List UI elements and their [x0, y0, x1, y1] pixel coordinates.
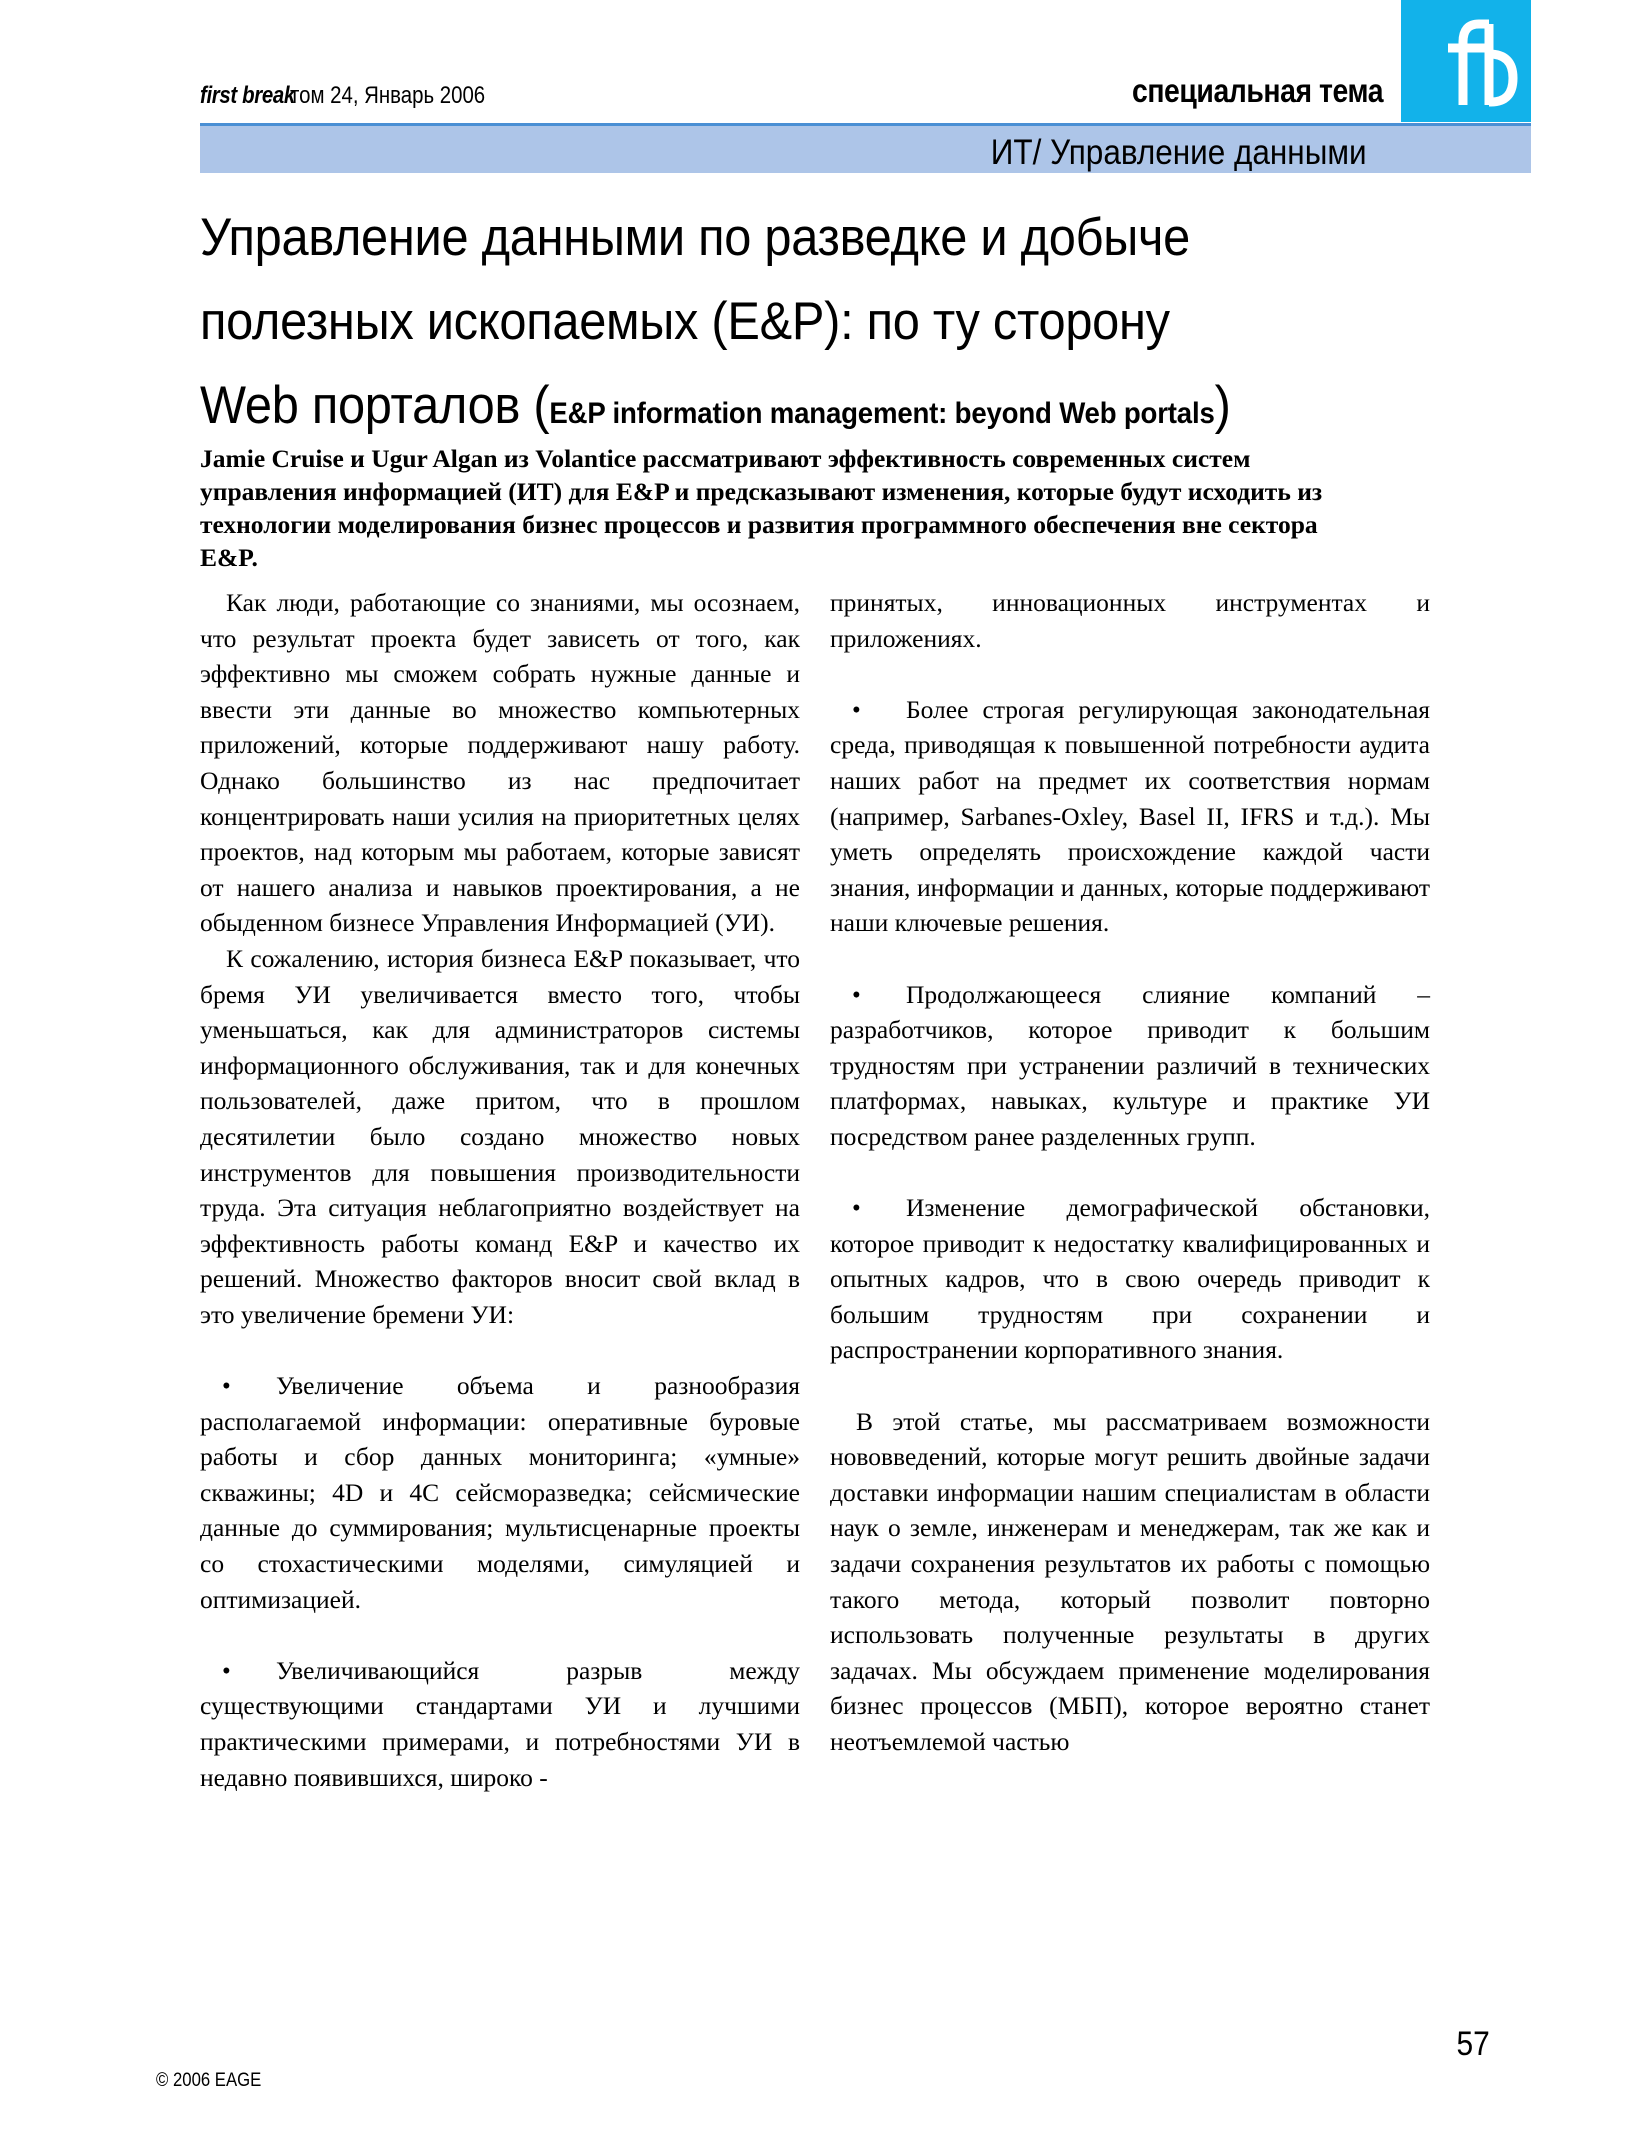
- section-label: специальная тема: [1132, 72, 1384, 109]
- bullet-marker: •: [852, 696, 861, 724]
- page-number: 57: [1456, 2025, 1490, 2063]
- paragraph: Как люди, работающие со знаниями, мы осознаем, что результат проекта будет зависеть от того, как эффективно мы сможем собрать нужные данные и ввести эти данные во множество компьютерных приложений, которые поддерживают нашу работу. Однако большинство из нас предпочитает концентрировать наши усилия на приоритетных целях проектов, над которым мы работаем, которые зависят от нашего анализа и навыков проектирования, а не обыденном бизнесе Управления Информацией (УИ).: [200, 588, 800, 938]
- paragraph: К сожалению, история бизнеса E&P показывает, что бремя УИ увеличивается вместо того, чтобы уменьшаться, как для администраторов системы информационного обслуживания, так и для конечных пользователей, даже притом, что в прошлом десятилетии было создано множество новых инструментов для повышения производительности труда. Эта ситуация неблагоприятно воздействует на эффективность работы команд E&P и качество их решений. Множество факторов вносит свой вклад в это увеличение бремени УИ:: [200, 943, 800, 1329]
- standfirst: Jamie Cruise и Ugur Algan из Volantice рассматривают эффективность современных систем управления информацией (ИТ) для E&P и предсказывают изменения, которые будут исходить из технологии моделирования бизнес процессов и развития программного обеспечения вне сектора E&P.: [200, 444, 1323, 572]
- list-item-text: Продолжающееся слияние компаний – разработчиков, которое приводит к большим трудностям при устранении различий в технических платформах, навыках, культуре и практике УИ посредством ранее разделенных групп.: [830, 979, 1430, 1151]
- section-band-label: ИТ/ Управление данными: [991, 133, 1367, 172]
- headline-line-1: Управление данными по разведке и добыче: [200, 208, 1190, 267]
- bullet-marker: •: [222, 1373, 231, 1401]
- copyright-notice: © 2006 EAGE: [156, 2070, 262, 2091]
- list-item-text: Увеличивающийся разрыв между существующими стандартами УИ и лучшими практическими примерами, и потребностями УИ в недавно появившихся, широко -: [200, 1655, 800, 1792]
- list-item: [200, 1368, 800, 1617]
- body-column-right: [830, 585, 1430, 1760]
- body-column-left: [200, 585, 800, 1795]
- list-item: [830, 692, 1430, 941]
- headline-english-subtitle: E&P information management: beyond Web portals: [549, 397, 1215, 430]
- list-item-text: Изменение демографической обстановки, которое приводит к недостатку квалифицированных и опытных кадров, что в свою очередь приводит к большим трудностям при сохранении и распространении корпоративного знания.: [830, 1193, 1430, 1365]
- paragraph: В этой статье, мы рассматриваем возможности нововведений, которые могут решить двойные задачи доставки информации нашим специалистам в области наук о земле, инженерам и менеджерам, так же как и задачи сохранения результатов их работы с помощью такого метода, который позволит повторно использовать полученные результаты в других задачах. Мы обсуждаем применение моделирования бизнес процессов (МБП), которое вероятно станет неотъемлемой частью: [830, 1406, 1430, 1756]
- article-headline: [200, 196, 1400, 456]
- list-item: [200, 1653, 800, 1795]
- first-break-logo: [1401, 0, 1531, 122]
- list-item-text: Более строгая регулирующая законодательная среда, приводящая к повышенной потребности аудита наших работ на предмет их соответствия нормам (например, Sarbanes-Oxley, Basel II, IFRS и т.д.). Мы уметь определять происхождение каждой части знания, информации и данных, которые поддерживают наши ключевые решения.: [830, 694, 1430, 938]
- headline-line-2: полезных ископаемых (E&P): по ту сторону: [200, 292, 1170, 351]
- list-item-text: Увеличение объема и разнообразия располагаемой информации: оперативные буровые работы и сбор данных мониторинга; «умные» скважины; 4D и 4C сейсморазведка; сейсмические данные до суммирования; мультисценарные проекты со стохастическими моделями, симуляцией и оптимизацией.: [200, 1371, 800, 1614]
- list-item: [830, 977, 1430, 1155]
- bullet-marker: •: [222, 1657, 231, 1685]
- publication-name: first break: [200, 82, 295, 109]
- headline-close-paren: ): [1214, 376, 1231, 435]
- list-item: [830, 1190, 1430, 1368]
- masthead: [200, 70, 1390, 110]
- issue-line: том 24, Январь 2006: [289, 82, 485, 109]
- section-band: [200, 123, 1531, 173]
- headline-main-3: Web порталов (: [200, 376, 550, 435]
- bullet-marker: •: [852, 1195, 861, 1223]
- paragraph: принятых, инновационных инструментах и приложениях.: [830, 588, 1430, 653]
- bullet-marker: •: [852, 981, 861, 1009]
